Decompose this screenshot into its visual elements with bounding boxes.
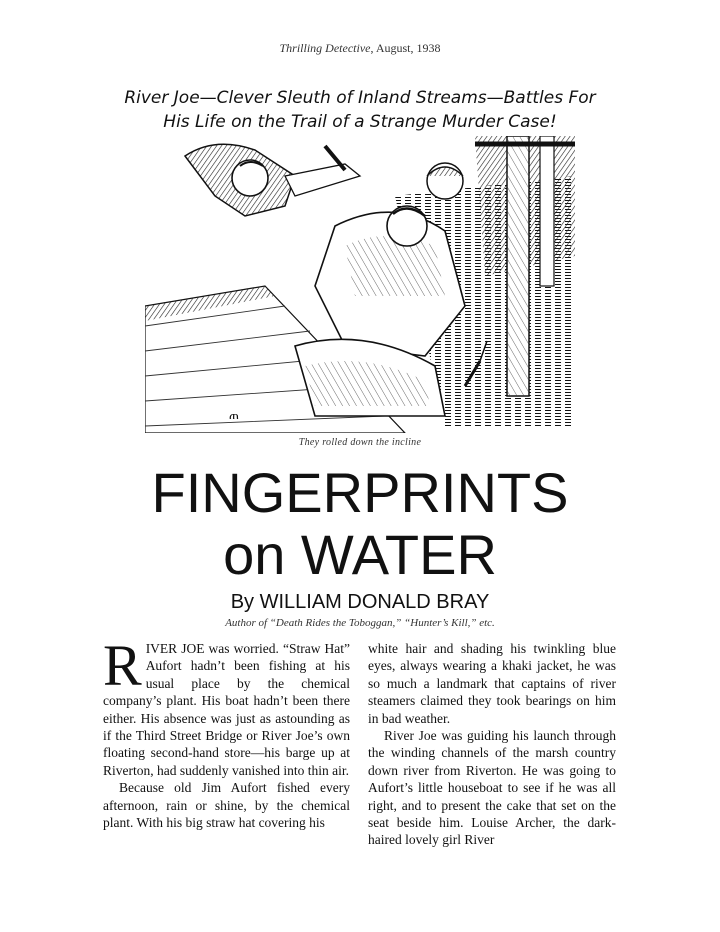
svg-text:ጠ: ጠ bbox=[229, 408, 239, 422]
illustration-caption: They rolled down the incline bbox=[298, 437, 422, 448]
drop-cap: R bbox=[103, 633, 142, 698]
paragraph-text: IVER JOE was worried. “Straw Hat” Aufort hadn’t been fishing at his usual place by the chemical company’s plant. His boat hadn’t been there either. His absence was just as astounding as if the Third Street Bridge or River Joe’s own floating second-hand store—his barge up at Riverton, had suddenly vanished into thin air. bbox=[103, 641, 350, 778]
paragraph: River Joe was guiding his launch through the winding channels of the marsh country down river from Riverton. He was going to Aufort’s little houseboat to see if he was all right, and to present the cake that set on the seat beside him. Louise Archer, the dark-haired lovely girl River bbox=[368, 728, 616, 848]
body-column-right bbox=[368, 640, 616, 849]
story-tagline bbox=[100, 86, 620, 134]
tagline-line-1: River Joe—Clever Sleuth of Inland Streams—Battles For bbox=[124, 88, 596, 108]
tagline-line-2: His Life on the Trail of a Strange Murder Case! bbox=[163, 112, 557, 132]
paragraph: white hair and shading his twinkling blue eyes, always wearing a khaki jacket, he was so much a landmark that captains of river steamers claimed they took bearings on him in bad weather. bbox=[368, 641, 616, 726]
paragraph: Because old Jim Aufort fished every afternoon, rain or shine, by the chemical plant. With his big straw hat covering his bbox=[103, 780, 350, 831]
story-illustration bbox=[145, 136, 575, 433]
author-credits: Author of “Death Rides the Toboggan,” “Hunter’s Kill,” etc. bbox=[225, 617, 495, 629]
issue-date: , August, 1938 bbox=[370, 41, 441, 55]
title-line-1: FINGERPRINTS bbox=[151, 461, 569, 524]
author-byline: By WILLIAM DONALD BRAY bbox=[230, 591, 490, 613]
body-column-left bbox=[103, 633, 350, 831]
publication-name: Thrilling Detective bbox=[279, 41, 371, 55]
running-head bbox=[0, 41, 720, 56]
story-title bbox=[0, 462, 720, 586]
title-line-2: on WATER bbox=[223, 523, 497, 586]
fight-scene-drawing bbox=[145, 136, 575, 433]
paragraph bbox=[103, 633, 350, 779]
